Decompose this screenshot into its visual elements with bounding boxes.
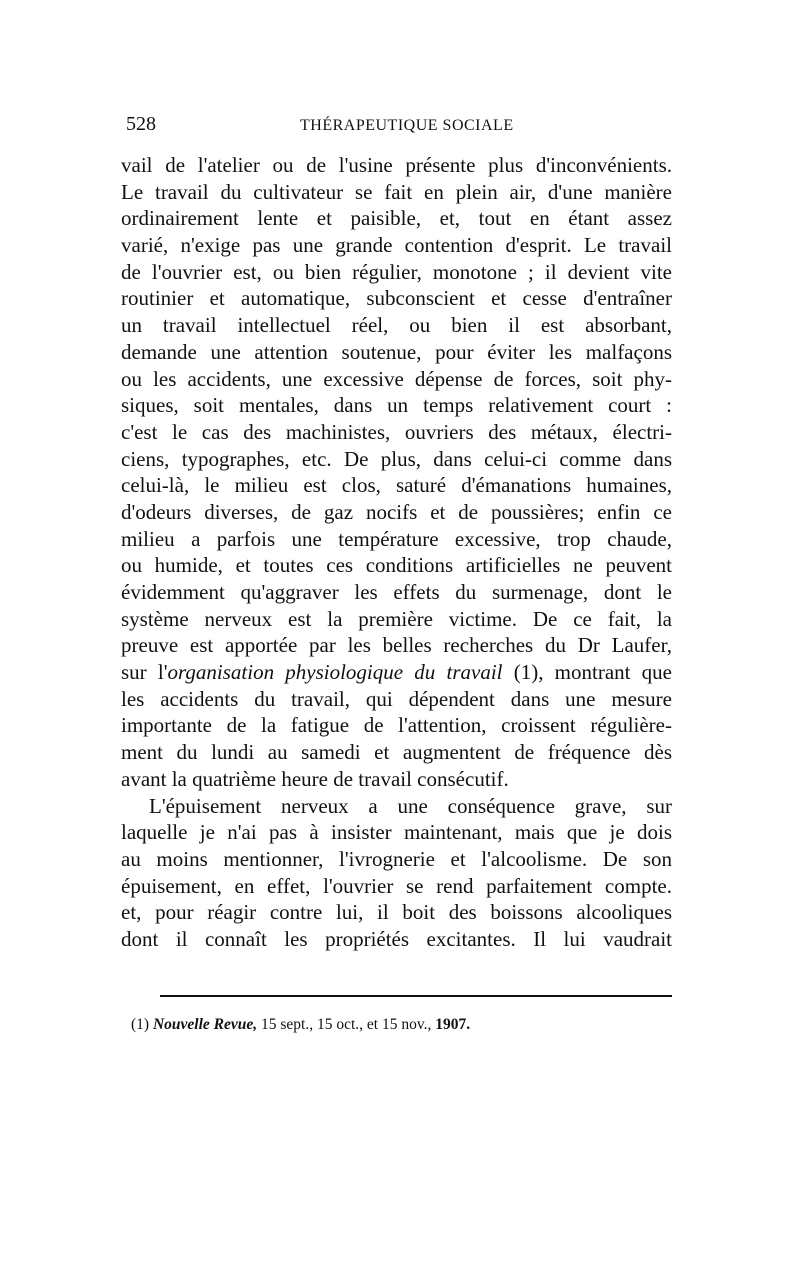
footnote-reference: (1),: [513, 660, 544, 685]
footnote: [131, 1015, 470, 1035]
text-line: L'épuisement nerveux a une conséquence grave, sur: [149, 793, 672, 818]
text-line: routinier et automatique, subconscient et cesse d'entraîner: [121, 286, 672, 311]
text-line: Le travail du cultivateur se fait en plein air, d'une manière: [121, 179, 672, 204]
footnote-dates: 15 sept., 15 oct., et 15 nov.,: [261, 1016, 432, 1033]
text-line: d'odeurs diverses, de gaz nocifs et de poussières; enfin ce: [121, 499, 672, 524]
text-line: au moins mentionner, l'ivrognerie et l'alcoolisme. De son: [121, 846, 672, 871]
text-line: milieu a parfois une température excessive, trop chaude,: [121, 526, 672, 551]
footnote-rule: [160, 995, 672, 997]
text-line: vail de l'atelier ou de l'usine présente plus d'inconvénients.: [121, 153, 672, 177]
text-line: importante de la fatigue de l'attention, croissent régulière-: [121, 713, 672, 738]
body-text: [121, 152, 672, 953]
footnote-journal: Nouvelle Revue,: [152, 1016, 258, 1033]
text-line: dont il connaît les propriétés excitantes. Il lui vaudrait: [121, 926, 672, 951]
text-line: preuve est apportée par les belles recherches du Dr Laufer,: [121, 633, 672, 658]
text-line: avant la quatrième heure de travail consécutif.: [121, 766, 509, 791]
text-line: celui-là, le milieu est clos, saturé d'émanations humaines,: [121, 473, 672, 498]
text-line: varié, n'exige pas une grande contention d'esprit. Le travail: [121, 233, 672, 258]
text-line: et, pour réagir contre lui, il boit des boissons alcooliques: [121, 900, 672, 925]
text-fragment: sur l': [121, 660, 168, 685]
text-line: système nerveux est la première victime. De ce fait, la: [121, 606, 672, 631]
text-line: ordinairement lente et paisible, et, tout en étant assez: [121, 206, 672, 231]
running-head: THÉRAPEUTIQUE SOCIALE: [300, 117, 514, 134]
footnote-marker: (1): [131, 1016, 150, 1033]
footnote-year: 1907.: [435, 1016, 471, 1033]
text-line: ou les accidents, une excessive dépense de forces, soit phy-: [121, 366, 672, 391]
text-line: ciens, typographes, etc. De plus, dans celui-ci comme dans: [121, 446, 672, 471]
text-line: ment du lundi au samedi et augmentent de fréquence dès: [121, 740, 672, 765]
text-line: siques, soit mentales, dans un temps relativement court :: [121, 393, 672, 418]
text-line: ou humide, et toutes ces conditions artificielles ne peuvent: [121, 553, 672, 578]
text-line: c'est le cas des machinistes, ouvriers des métaux, électri-: [121, 419, 672, 444]
text-line: un travail intellectuel réel, ou bien il est absorbant,: [121, 313, 672, 338]
text-line: demande une attention soutenue, pour éviter les malfaçons: [121, 339, 672, 364]
text-line: épuisement, en effet, l'ouvrier se rend parfaitement compte.: [121, 873, 672, 898]
text-fragment: montrant que: [554, 660, 672, 685]
text-line: de l'ouvrier est, ou bien régulier, monotone ; il devient vite: [121, 259, 672, 284]
text-line: évidemment qu'aggraver les effets du surmenage, dont le: [121, 580, 672, 604]
page-number: 528: [126, 113, 156, 135]
text-line: laquelle je n'ai pas à insister maintenant, mais que je dois: [121, 820, 672, 845]
text-line-citation: [121, 659, 672, 686]
italic-title: organisation physiologique du travail: [167, 660, 503, 685]
text-line: les accidents du travail, qui dépendent dans une mesure: [121, 686, 672, 711]
